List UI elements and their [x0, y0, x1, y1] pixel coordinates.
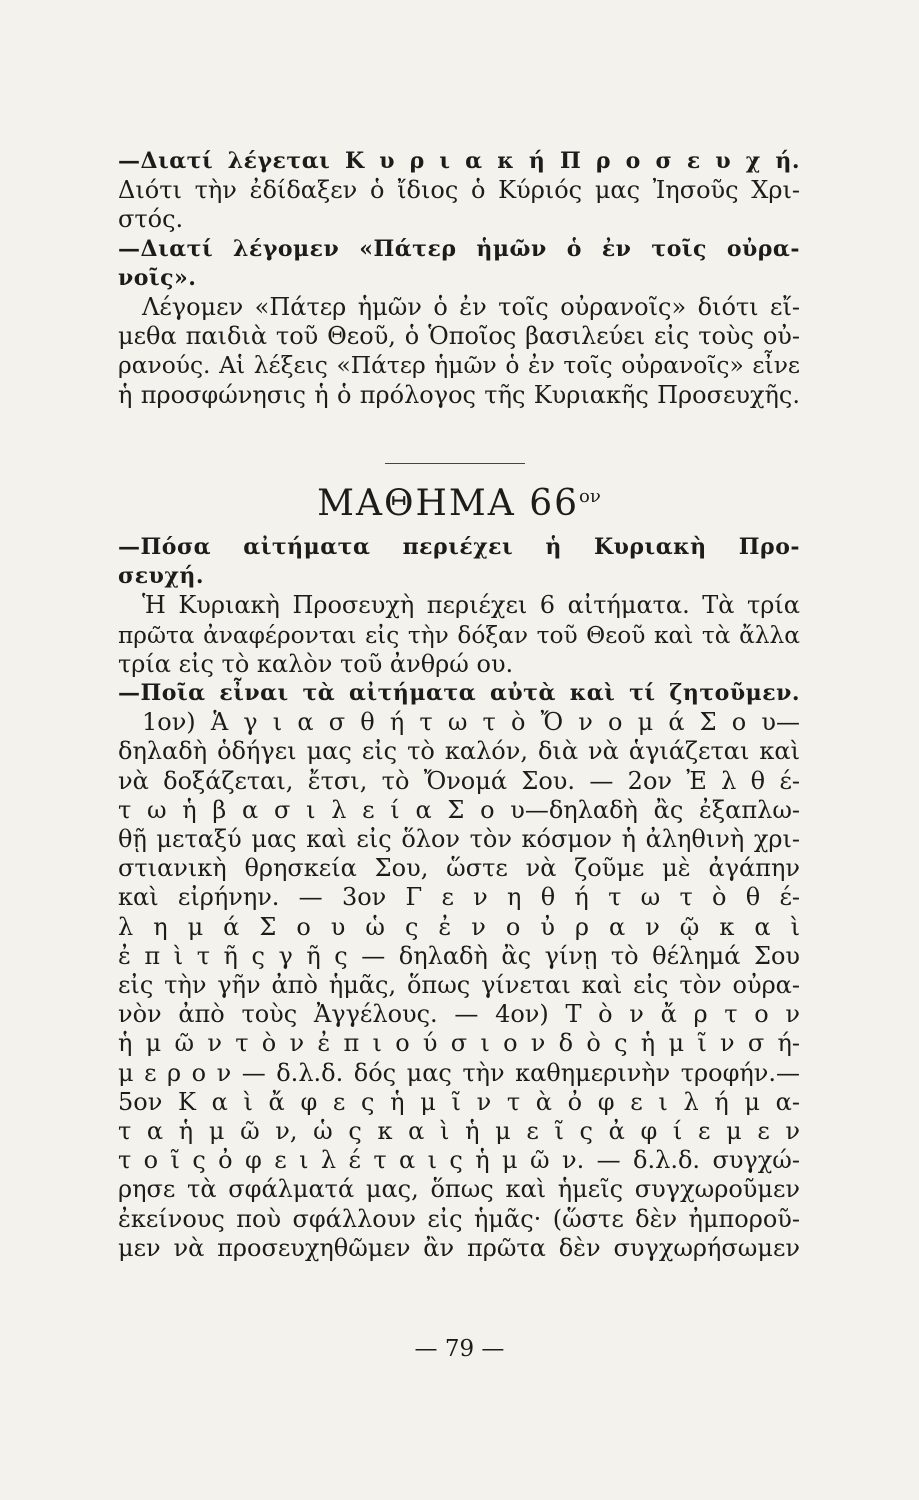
text-line: 5ον Κ α ὶ ἄ φ ε ς ἡ μ ῖ ν τ ὰ ὀ φ ε ι λ ή μ α-: [118, 1087, 800, 1116]
lesson-title: ΜΑΘΗΜΑ $66^{o\nu}$: [317, 483, 601, 524]
text-line: ἡ μ ῶ ν τ ὸ ν ἐ π ι ο ύ σ ι ο ν δ ὸ ς ἡ μ ῖ ν σ ή-: [118, 1029, 800, 1058]
text-line: τ ω ἡ β α σ ι λ ε ί α Σ ο υ—δηλαδὴ ἂς ἐξαπλω-: [118, 795, 800, 824]
text-line: στός.: [118, 205, 184, 234]
page-number: — 79 —: [414, 1336, 505, 1362]
question-line: —Διατί λέγομεν «Πάτερ ἡμῶν ὁ ἐν τοῖς οὐρα-: [118, 235, 800, 262]
lesson-body: [118, 533, 800, 1263]
question-line: —Διατί λέγεται Κ υ ρ ι α κ ή Π ρ ο σ ε υ χ ή.: [118, 148, 800, 174]
text-line: νὰ δοξάζεται, ἔτσι, τὸ Ὄνομά Σου. — 2ον Ἐ λ θ έ-: [118, 766, 800, 795]
text-line: νὸν ἀπὸ τοὺς Ἀγγέλους. — 4ον) Τ ὸ ν ἄ ρ τ ο ν: [118, 1000, 800, 1029]
text-line: ἐκείνους ποὺ σφάλλουν εἰς ἡμᾶς· (ὥστε δὲν ἠμποροῦ-: [118, 1204, 800, 1233]
text-line: 1ον) Ἁ γ ι α σ θ ή τ ω τ ὸ Ὄ ν ο μ ά Σ ο υ—: [142, 708, 800, 737]
text-line: τ α ἡ μ ῶ ν, ὡ ς κ α ὶ ἡ μ ε ῖ ς ἀ φ ί ε μ ε ν: [118, 1117, 800, 1146]
section-divider: [385, 463, 525, 464]
text-line: Διότι τὴν ἐδίδαξεν ὁ ἴδιος ὁ Κύριός μας Ἰησοῦς Χρι-: [118, 176, 800, 205]
text-line: τρία εἰς τὸ καλὸν τοῦ ἀνθρώ ου.: [118, 649, 514, 678]
text-line: θῇ μεταξύ μας καὶ εἰς ὅλον τὸν κόσμον ἡ ἀληθινὴ χρι-: [118, 825, 800, 854]
text-line: μ ε ρ ο ν — δ.λ.δ. δός μας τὴν καθημερινὴν τροφήν.—: [118, 1058, 800, 1087]
text-line: τ ο ῖ ς ὀ φ ε ι λ έ τ α ι ς ἡ μ ῶ ν. — δ.λ.δ. συγχώ-: [118, 1146, 800, 1175]
text-line: εἰς τὴν γῆν ἀπὸ ἡμᾶς, ὅπως γίνεται καὶ εἰς τὸν οὐρα-: [118, 971, 800, 1000]
text-line: ἐ π ὶ τ ῆ ς γ ῆ ς — δηλαδὴ ἂς γίνῃ τὸ θέλημά Σου: [118, 941, 800, 970]
text-line: Λέγομεν «Πάτερ ἡμῶν ὁ ἐν τοῖς οὐρανοῖς» διότι εἴ-: [142, 293, 800, 322]
text-line: καὶ εἰρήνην. — 3ον Γ ε ν η θ ή τ ω τ ὸ θ έ-: [118, 883, 800, 912]
text-line: δηλαδὴ ὁδήγει μας εἰς τὸ καλόν, διὰ νὰ ἁγιάζεται καὶ: [118, 737, 800, 766]
text-line: ἡ προσφώνησις ἡ ὁ πρόλογος τῆς Κυριακῆς Προσευχῆς.: [118, 380, 800, 409]
text-line: λ η μ ά Σ ο υ ὡ ς ἐ ν ο ὐ ρ α ν ῷ κ α ὶ: [118, 912, 800, 941]
section-top: [118, 147, 800, 410]
lesson-heading-block: [118, 483, 800, 524]
text-line: ρανούς. Αἱ λέξεις «Πάτερ ἡμῶν ὁ ἐν τοῖς οὐρανοῖς» εἶνε: [118, 351, 800, 380]
text-line: μεθα παιδιὰ τοῦ Θεοῦ, ὁ Ὁποῖος βασιλεύει εἰς τοὺς οὐ-: [118, 322, 800, 351]
text-line: πρῶτα ἀναφέρονται εἰς τὴν δόξαν τοῦ Θεοῦ καὶ τὰ ἄλλα: [118, 621, 800, 649]
text-line: στιανικὴ θρησκεία Σου, ὥστε νὰ ζοῦμε μὲ ἀγάπην: [118, 854, 800, 883]
question-line: —Πόσα αἰτήματα περιέχει ἡ Κυριακὴ Προ-: [118, 534, 800, 560]
question-line: σευχή.: [118, 563, 204, 590]
text-line: ρησε τὰ σφάλματά μας, ὅπως καὶ ἡμεῖς συγχωροῦμεν: [118, 1175, 800, 1204]
text-line: μεν νὰ προσευχηθῶμεν ἂν πρῶτα δὲν συγχωρήσωμεν: [118, 1233, 800, 1262]
text-line: Ἡ Κυριακὴ Προσευχὴ περιέχει 6 αἰτήματα. Τὰ τρία: [142, 591, 800, 620]
question-line: νοῖς».: [118, 264, 197, 291]
question-line: —Ποῖα εἶναι τὰ αἰτήματα αὐτὰ καὶ τί ζητοῦμεν.: [118, 680, 800, 707]
